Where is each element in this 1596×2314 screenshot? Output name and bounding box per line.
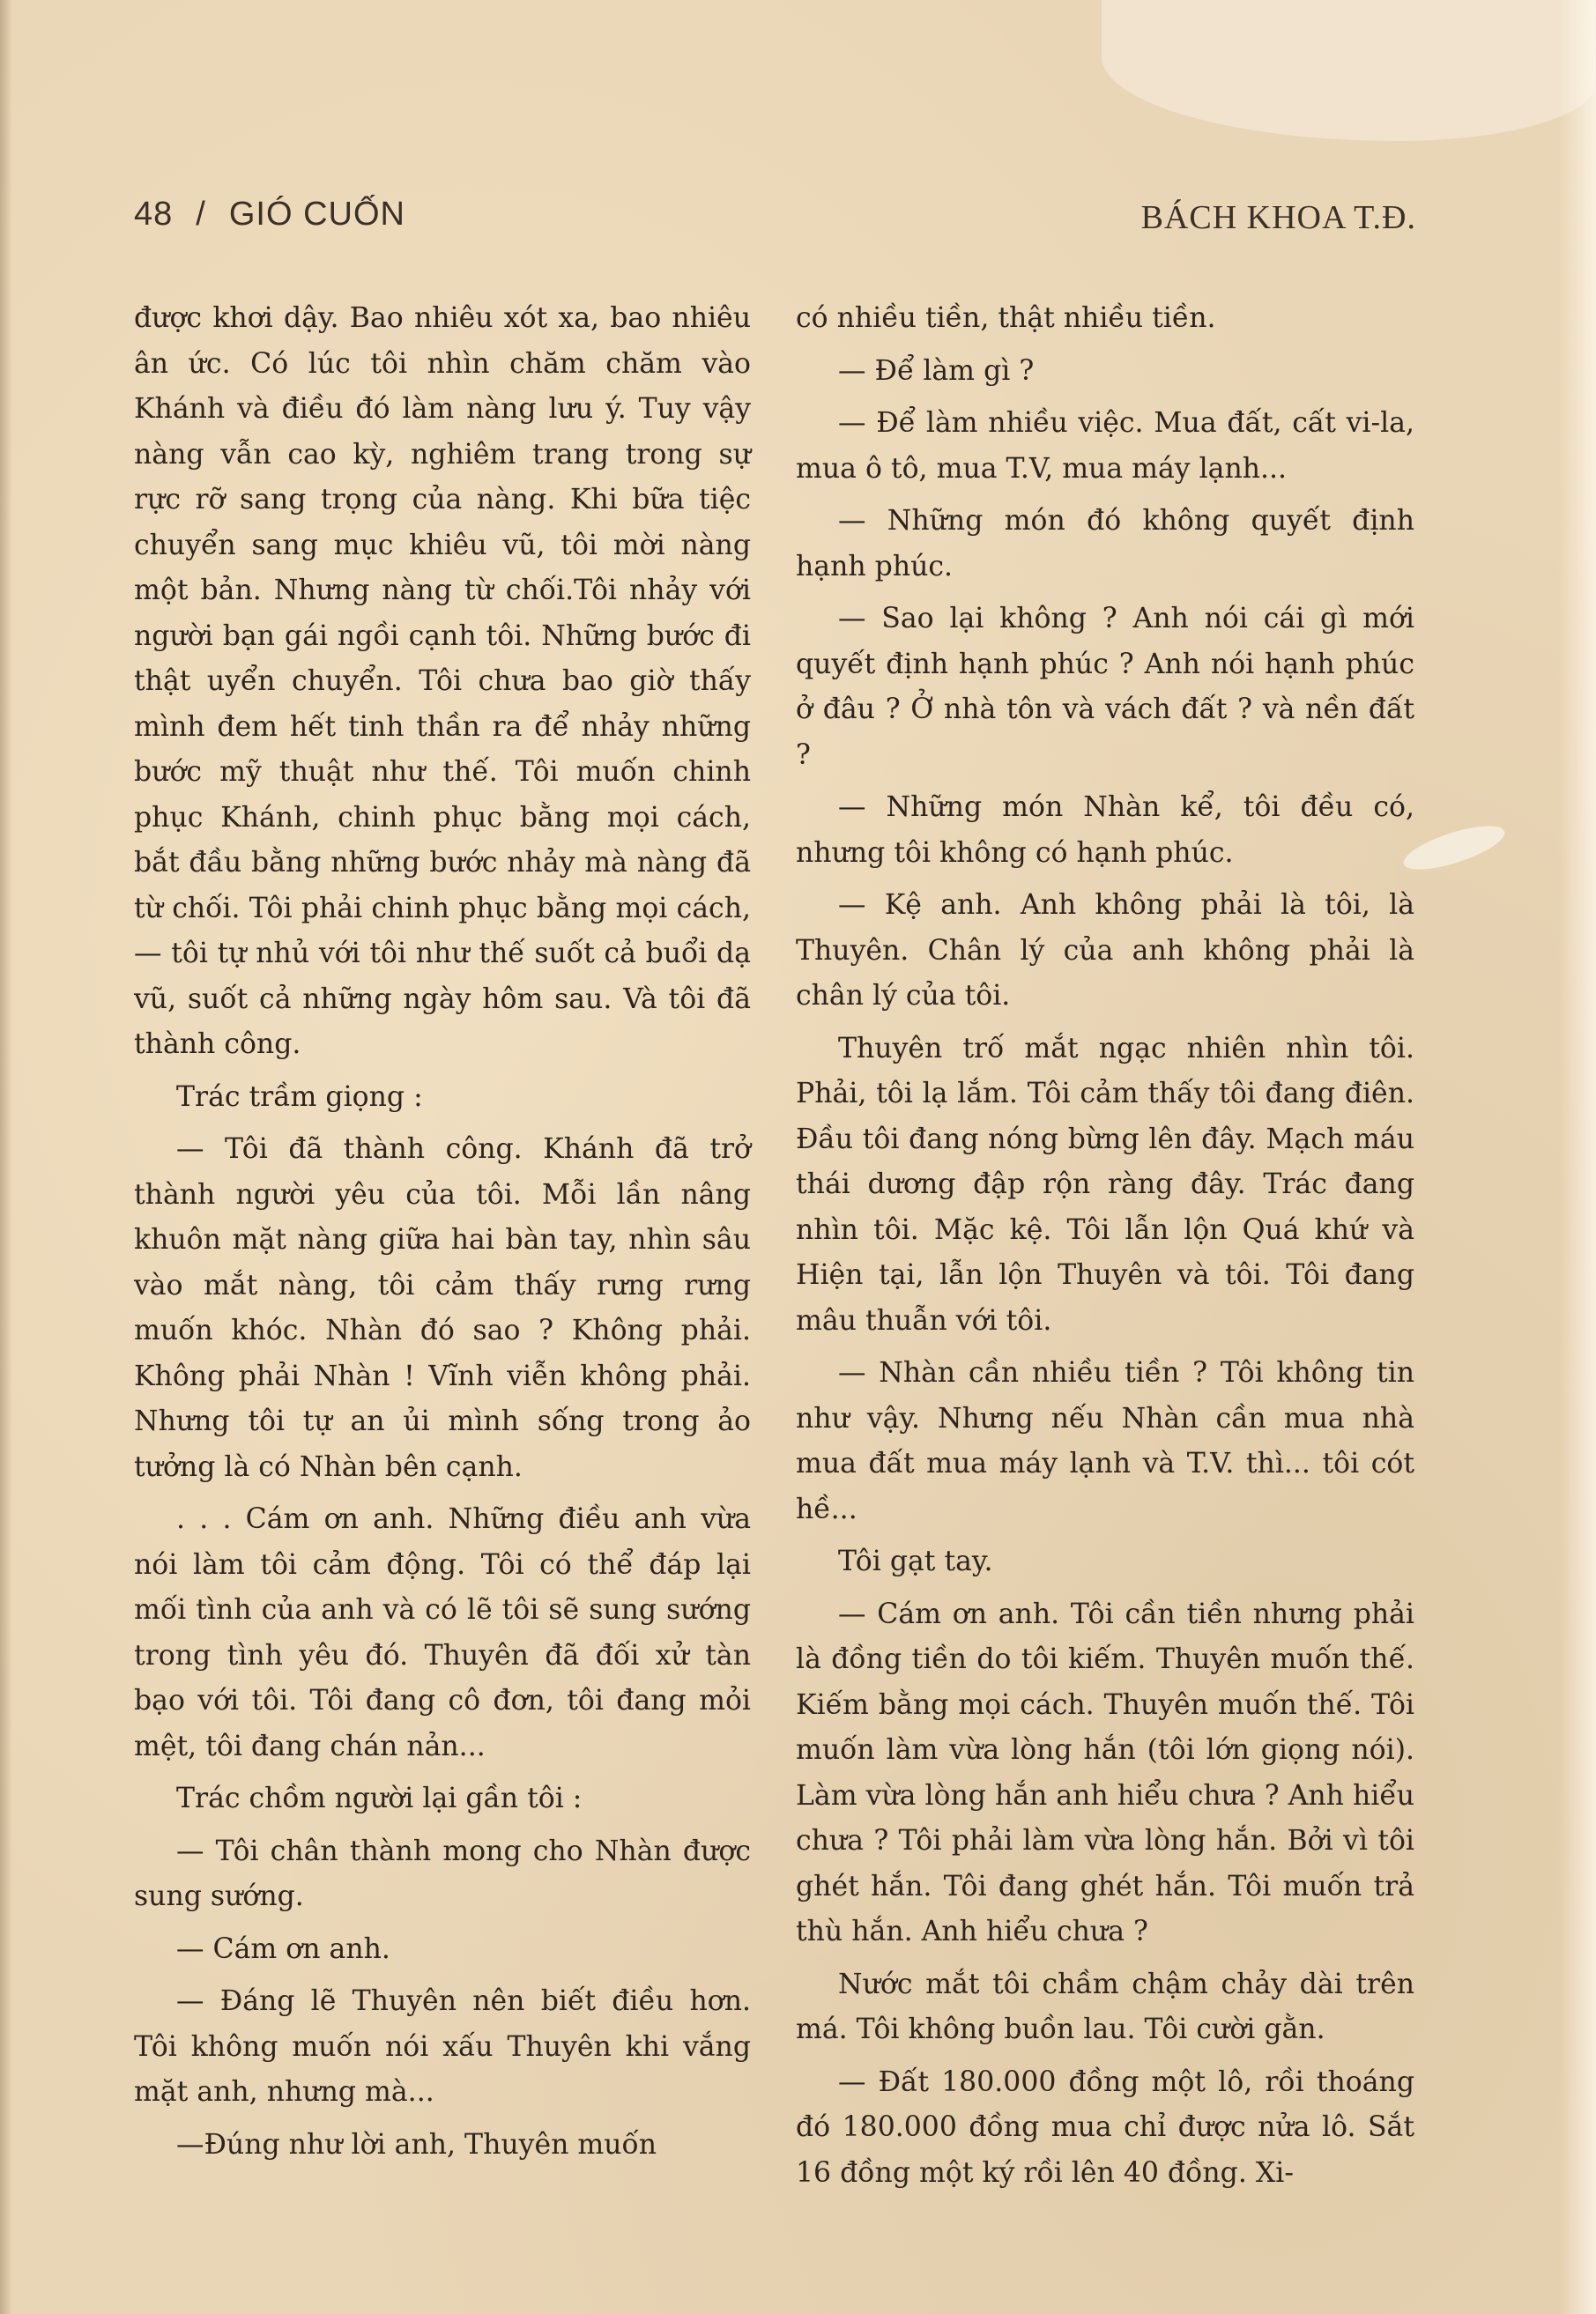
paragraph: — Cám ơn anh. Tôi cần tiền nhưng phải là đồng tiền do tôi kiếm. Thuyên muốn thế. Kiếm bằng mọi cách. Thuyên muốn thế. Tôi muốn làm vừa lòng hắn (tôi lớn giọng nói). Làm vừa lòng hắn anh hiểu chưa ? Anh hiểu chưa ? Tôi phải làm vừa lòng hắn. Bởi vì tôi ghét hắn. Tôi đang ghét hắn. Tôi muốn trả thù hắn. Anh hiểu chưa ? bbox=[796, 1598, 1415, 1947]
paragraph: —Đúng như lời anh, Thuyên muốn bbox=[176, 2128, 657, 2161]
paragraph: Trác trầm giọng : bbox=[176, 1080, 423, 1113]
paragraph: — Để làm nhiều việc. Mua đất, cất vi-la, mua ô tô, mua T.V, mua máy lạnh... bbox=[796, 407, 1414, 485]
paragraph: Trác chồm người lại gần tôi : bbox=[176, 1783, 583, 1814]
paragraph: — Đáng lẽ Thuyên nên biết điều hơn. Tôi không muốn nói xấu Thuyên khi vắng mặt anh, nhưng mà... bbox=[134, 1985, 751, 2108]
running-header-left bbox=[134, 196, 405, 234]
paragraph: — Kệ anh. Anh không phải là tôi, là Thuyên. Chân lý của anh không phải là chân lý của tôi. bbox=[796, 889, 1414, 1012]
paragraph: có nhiều tiền, thật nhiều tiền. bbox=[796, 302, 1216, 334]
paragraph: — Những món Nhàn kể, tôi đều có, nhưng tôi không có hạnh phúc. bbox=[796, 791, 1414, 869]
header-separator: / bbox=[196, 196, 206, 233]
running-header-right: BÁCH KHOA T.Đ. bbox=[1140, 199, 1416, 236]
book-title: GIÓ CUỐN bbox=[228, 196, 405, 233]
paragraph: . . . Cám ơn anh. Những điều anh vừa nói làm tôi cảm động. Tôi có thể đáp lại mối tình của anh và có lẽ tôi sẽ sung sướng trong tình yêu đó. Thuyên đã đối xử tàn bạo với tôi. Tôi đang cô đơn, tôi đang mỏi mệt, tôi đang chán nản... bbox=[134, 1503, 751, 1762]
paragraph: — Nhàn cần nhiều tiền ? Tôi không tin như vậy. Nhưng nếu Nhàn cần mua nhà mua đất mua máy lạnh và T.V. thì... tôi cót hề... bbox=[796, 1357, 1414, 1525]
paragraph: — Đất 180.000 đồng một lô, rồi thoáng đó 180.000 đồng mua chỉ được nửa lô. Sắt 16 đồng một ký rồi lên 40 đồng. Xi- bbox=[796, 2066, 1414, 2189]
paragraph: — Sao lại không ? Anh nói cái gì mới quyết định hạnh phúc ? Anh nói hạnh phúc ở đâu ? Ở nhà tôn và vách đất ? và nền đất ? bbox=[796, 603, 1414, 771]
paragraph: — Để làm gì ? bbox=[838, 354, 1035, 387]
paragraph: được khơi dậy. Bao nhiêu xót xa, bao nhiêu ân ức. Có lúc tôi nhìn chăm chăm vào Khánh và điều đó làm nàng lưu ý. Tuy vậy nàng vẫn cao kỳ, nghiêm trang trong sự rực rỡ sang trọng của nàng. Khi bữa tiệc chuyển sang mục khiêu vũ, tôi mời nàng một bản. Nhưng nàng từ chối.Tôi nhảy với người bạn gái ngồi cạnh tôi. Những bước đi thật uyển chuyển. Tôi chưa bao giờ thấy mình đem hết tinh thần ra để nhảy những bước mỹ thuật như thế. Tôi muốn chinh phục Khánh, chinh phục bằng mọi cách, bắt đầu bằng những bước nhảy mà nàng đã từ chối. Tôi phải chinh phục bằng mọi cách,— tôi tự nhủ với tôi như thế suốt cả buổi dạ vũ, suốt cả những ngày hôm sau. Và tôi đã thành công. bbox=[134, 302, 751, 1060]
paragraph: — Tôi đã thành công. Khánh đã trở thành người yêu của tôi. Mỗi lần nâng khuôn mặt nàng giữa hai bàn tay, nhìn sâu vào mắt nàng, tôi cảm thấy rưng rưng muốn khóc. Nhàn đó sao ? Không phải. Không phải Nhàn ! Vĩnh viễn không phải. Nhưng tôi tự an ủi mình sống trong ảo tưởng là có Nhàn bên cạnh. bbox=[134, 1133, 751, 1483]
right-text-column bbox=[796, 296, 1414, 2203]
paragraph: Tôi gạt tay. bbox=[838, 1546, 993, 1577]
left-text-column bbox=[134, 296, 751, 2175]
paragraph: Thuyên trố mắt ngạc nhiên nhìn tôi. Phải, tôi lạ lắm. Tôi cảm thấy tôi đang điên. Đầu tôi đang nóng bừng lên đây. Mạch máu thái dương đập rộn ràng đây. Trác đang nhìn tôi. Mặc kệ. Tôi lẫn lộn Quá khứ và Hiện tại, lẫn lộn Thuyên và tôi. Tôi đang mâu thuẫn với tôi. bbox=[796, 1032, 1414, 1337]
paragraph: — Những món đó không quyết định hạnh phúc. bbox=[796, 505, 1414, 582]
paragraph: — Tôi chân thành mong cho Nhàn được sung sướng. bbox=[134, 1835, 751, 1912]
paragraph: Nước mắt tôi chầm chậm chảy dài trên má. Tôi không buồn lau. Tôi cười gằn. bbox=[796, 1968, 1414, 2045]
paper-scratch-right bbox=[1399, 817, 1510, 878]
paragraph: — Cám ơn anh. bbox=[176, 1932, 390, 1965]
page-number: 48 bbox=[134, 196, 174, 233]
paper-tear-top-right bbox=[1102, 0, 1595, 141]
